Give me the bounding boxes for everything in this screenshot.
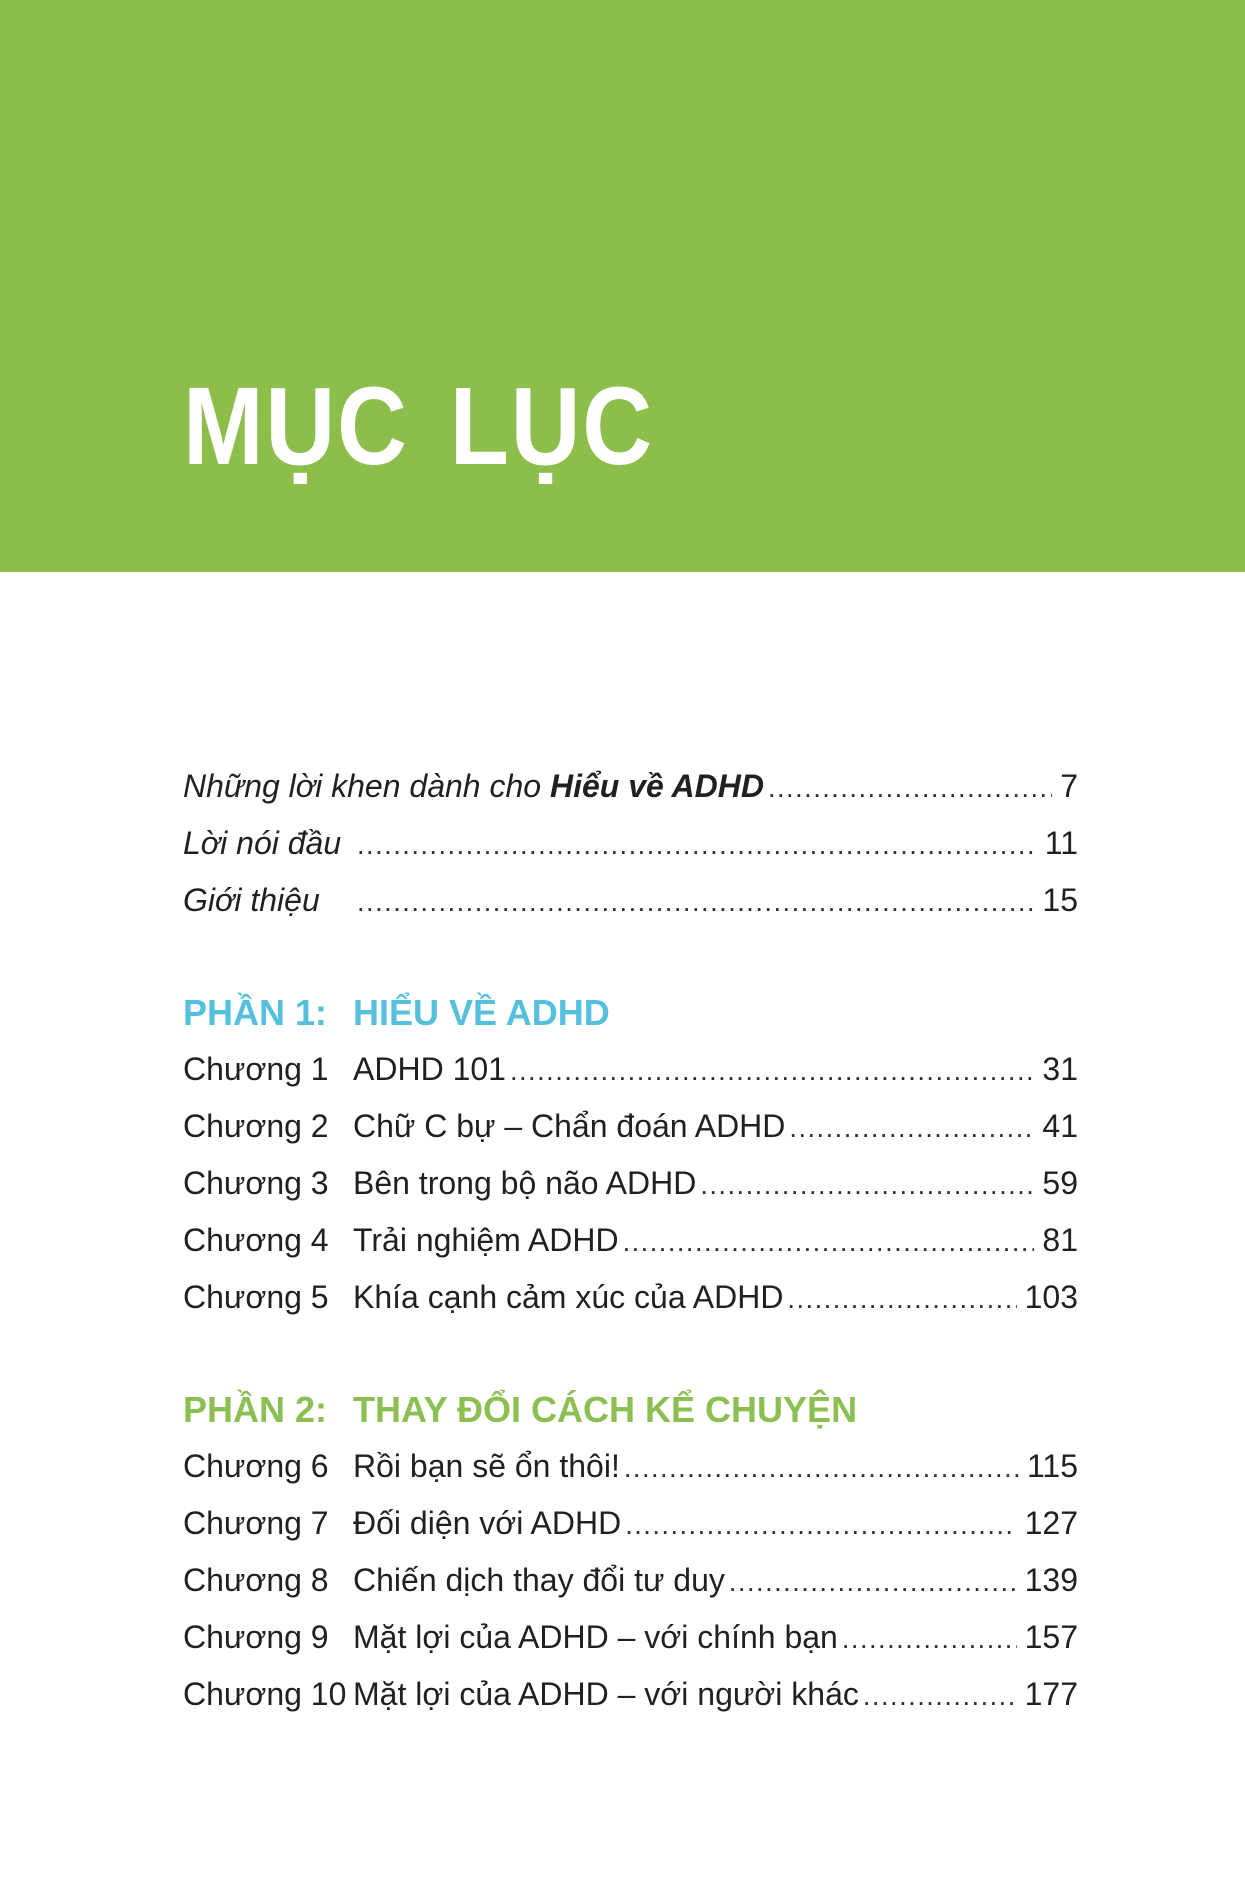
toc-entry (183, 1495, 1078, 1552)
dotted-leader (863, 1666, 1017, 1724)
toc-content (0, 758, 1245, 1723)
chapter-title: Bên trong bộ não ADHD (353, 1165, 697, 1201)
chapter-label: Chương 2 (183, 1108, 329, 1144)
chapter-label: Chương 5 (183, 1279, 329, 1315)
chapter-title: Khía cạnh cảm xúc của ADHD (353, 1279, 784, 1315)
page-number: 177 (1024, 1676, 1078, 1712)
toc-entry (183, 1666, 1078, 1723)
chapter-title: Chữ C bự – Chẩn đoán ADHD (353, 1108, 786, 1144)
toc-entry (183, 815, 1078, 872)
page-number: 31 (1042, 1051, 1078, 1087)
dotted-leader (787, 1269, 1016, 1327)
dotted-leader (625, 1495, 1016, 1553)
toc-entry (183, 1552, 1078, 1609)
page-number: 139 (1024, 1562, 1078, 1598)
chapter-title: Mặt lợi của ADHD – với người khác (353, 1676, 859, 1712)
part-label: PHẦN 2: (183, 1389, 328, 1430)
dotted-leader (842, 1609, 1017, 1667)
toc-section-part2 (183, 1381, 1078, 1723)
entry-label: Lời nói đầu (183, 825, 342, 861)
toc-entry (183, 1269, 1078, 1326)
page-title: MỤC LỤC (183, 365, 654, 488)
toc-entry (183, 1438, 1078, 1495)
dotted-leader (768, 758, 1052, 816)
part-title: HIỂU VỀ ADHD (353, 992, 610, 1033)
dotted-leader (510, 1041, 1034, 1099)
page-number: 11 (1044, 825, 1078, 861)
page-number: 127 (1024, 1505, 1078, 1541)
toc-entry (183, 1041, 1078, 1098)
chapter-label: Chương 3 (183, 1165, 329, 1201)
page-number: 7 (1060, 768, 1078, 804)
chapter-label: Chương 10 (183, 1676, 347, 1712)
page-number: 81 (1042, 1222, 1078, 1258)
dotted-leader (729, 1552, 1017, 1610)
dotted-leader (789, 1098, 1034, 1156)
chapter-title: Chiến dịch thay đổi tư duy (353, 1562, 725, 1598)
toc-entry (183, 1155, 1078, 1212)
dotted-leader (357, 815, 1037, 873)
toc-banner (0, 0, 1245, 572)
section-header (183, 1381, 1078, 1438)
chapter-title: Trải nghiệm ADHD (353, 1222, 619, 1258)
page-number: 103 (1024, 1279, 1078, 1315)
entry-label: Giới thiệu (183, 882, 320, 918)
part-title: THAY ĐỔI CÁCH KỂ CHUYỆN (353, 1389, 858, 1430)
dotted-leader (700, 1155, 1034, 1213)
front-matter-list (183, 758, 1078, 929)
chapter-label: Chương 6 (183, 1448, 329, 1484)
chapter-title: Đối diện với ADHD (353, 1505, 622, 1541)
page-number: 15 (1042, 882, 1078, 918)
chapter-label: Chương 8 (183, 1562, 329, 1598)
toc-entry (183, 1212, 1078, 1269)
chapter-label: Chương 9 (183, 1619, 329, 1655)
entry-label (183, 758, 764, 815)
page-number: 41 (1042, 1108, 1078, 1144)
toc-section-part1 (183, 984, 1078, 1326)
page-number: 115 (1026, 1448, 1078, 1484)
chapter-title: Rồi bạn sẽ ổn thôi! (353, 1448, 620, 1484)
toc-entry (183, 758, 1078, 815)
toc-entry (183, 1609, 1078, 1666)
dotted-leader (357, 872, 1034, 930)
chapter-title: ADHD 101 (353, 1051, 506, 1087)
part-label: PHẦN 1: (183, 992, 328, 1033)
dotted-leader (623, 1212, 1035, 1270)
toc-entry (183, 1098, 1078, 1155)
entry-label-italic: Những lời khen dành cho (183, 768, 550, 804)
chapter-title: Mặt lợi của ADHD – với chính bạn (353, 1619, 838, 1655)
toc-entry (183, 872, 1078, 929)
chapter-label: Chương 4 (183, 1222, 329, 1258)
entry-label-bold: Hiểu về ADHD (549, 768, 764, 804)
dotted-leader (624, 1438, 1019, 1496)
section-header (183, 984, 1078, 1041)
chapter-label: Chương 7 (183, 1505, 329, 1541)
page-number: 59 (1042, 1165, 1078, 1201)
page-number: 157 (1024, 1619, 1078, 1655)
chapter-label: Chương 1 (183, 1051, 329, 1087)
